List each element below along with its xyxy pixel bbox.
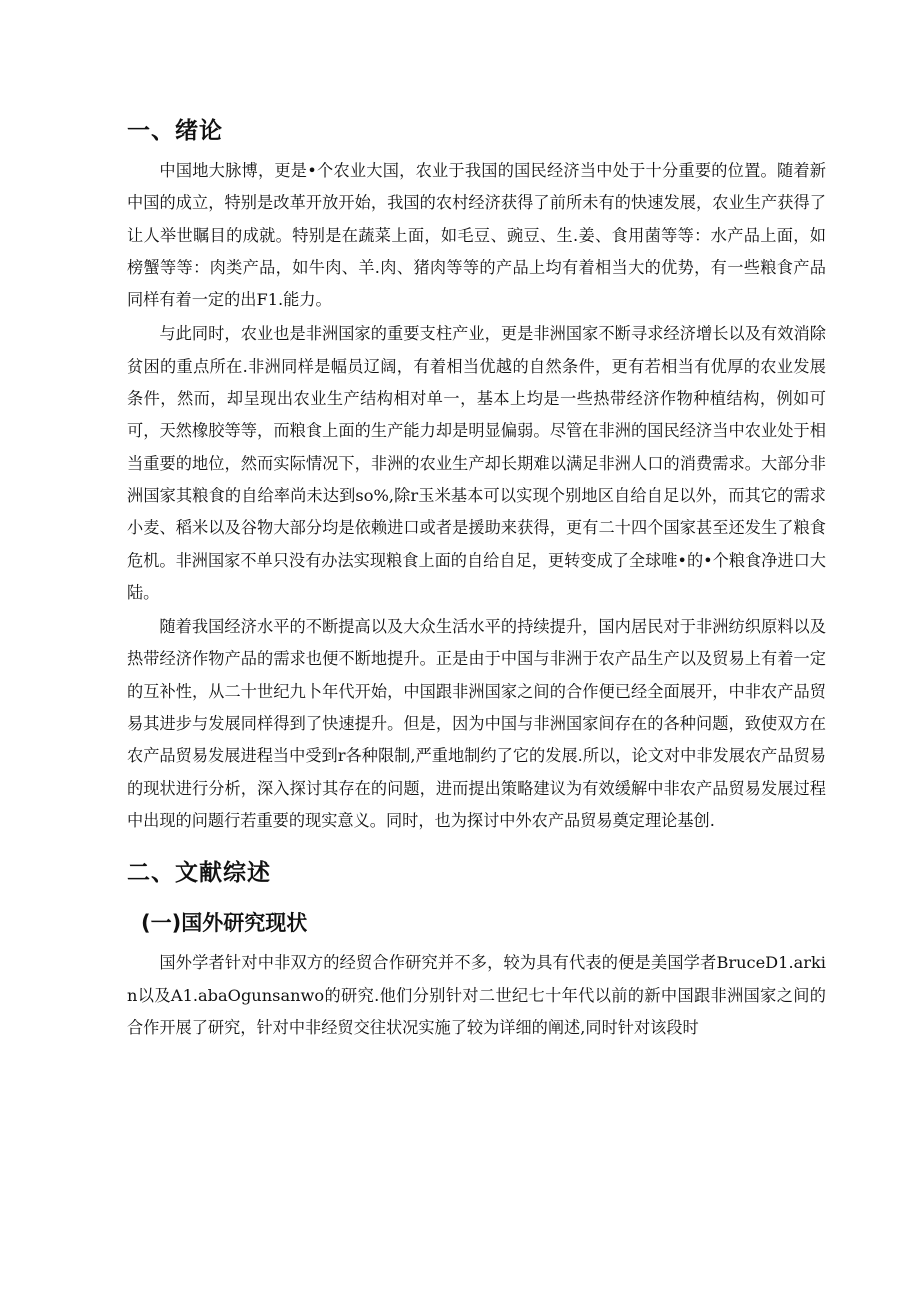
intro-paragraph-3: 随着我国经济水平的不断提高以及大众生活水平的持续提升，国内居民对于非洲纺织原料以及热带经济作物产品的需求也便不断地提升。正是由于中国与非洲于农产品生产以及贸易上有着一定的互补性，从二十世纪九卜年代开始，中国跟非洲国家之间的合作便已经全面展开，中非农产品贸易其进步与发展同样得到了快速提升。但是，因为中国与非洲国家间存在的各种问题，致使双方在农产品贸易发展进程当中受到r各种限制,严重地制约了它的发展.所以，论文对中非发展农产品贸易的现状进行分析，深入探讨其存在的问题，进而提出策略建议为有效缓解中非农产品贸易发展过程中出现的问题行若重要的现实意义。同时，也为探讨中外农产品贸易奠定理论基创. [127,617,826,830]
subsection-heading-foreign-research: (一)国外研究现状 [141,911,308,936]
intro-paragraph-2: 与此同时，农业也是非洲国家的重要支柱产业，更是非洲国家不断寻求经济增长以及有效消除贫困的重点所在.非洲同样是幅员辽阔，有着相当优越的自然条件，更有若相当有优厚的农业发展条件，然而，却呈现出农业生产结构相对单一，基本上均是一些热带经济作物种植结构，例如可可，天然橡胶等等，而粮食上面的生产能力却是明显偏弱。尽管在非洲的国民经济当中农业处于相当重要的地位，然而实际情况下，非洲的农业生产却长期难以满足非洲人口的消费需求。大部分非洲国家其粮食的自给率尚未达到so%,除r玉米基本可以实现个别地区自给自足以外，而其它的需求小麦、稻米以及谷物大部分均是依赖进口或者是援助来获得，更有二十四个国家甚至还发生了粮食危机。非洲国家不单只没有办法实现粮食上面的自给自足，更转变成了全球唯•的•个粮食净进口大陆。 [127,324,826,602]
section-heading-intro: 一、绪论 [127,118,223,144]
intro-paragraph-1: 中国地大脉博，更是•个农业大国，农业于我国的国民经济当中处于十分重要的位置。随着新中国的成立，特别是改革开放开始，我国的农村经济获得了前所未有的快速发展，农业生产获得了让人举世瞩目的成就。特别是在蔬菜上面，如毛豆、豌豆、生.姜、食用菌等等：水产品上面，如榜蟹等等：肉类产品，如牛肉、羊.肉、猪肉等等的产品上均有着相当大的优势，有一些粮食产品同样有着一定的出F1.能力。 [127,161,826,310]
section-heading-review: 二、文献综述 [127,860,271,887]
review-paragraph-1: 国外学者针对中非双方的经贸合作研究并不多，较为具有代表的便是美国学者BruceD1.arkin以及A1.abaOgunsanwo的研究.他们分别针对二世纪七十年代以前的新中国跟非洲国家之间的合作开展了研究，针对中非经贸交往状况实施了较为详细的阐述,同时针对该段时 [127,953,826,1037]
